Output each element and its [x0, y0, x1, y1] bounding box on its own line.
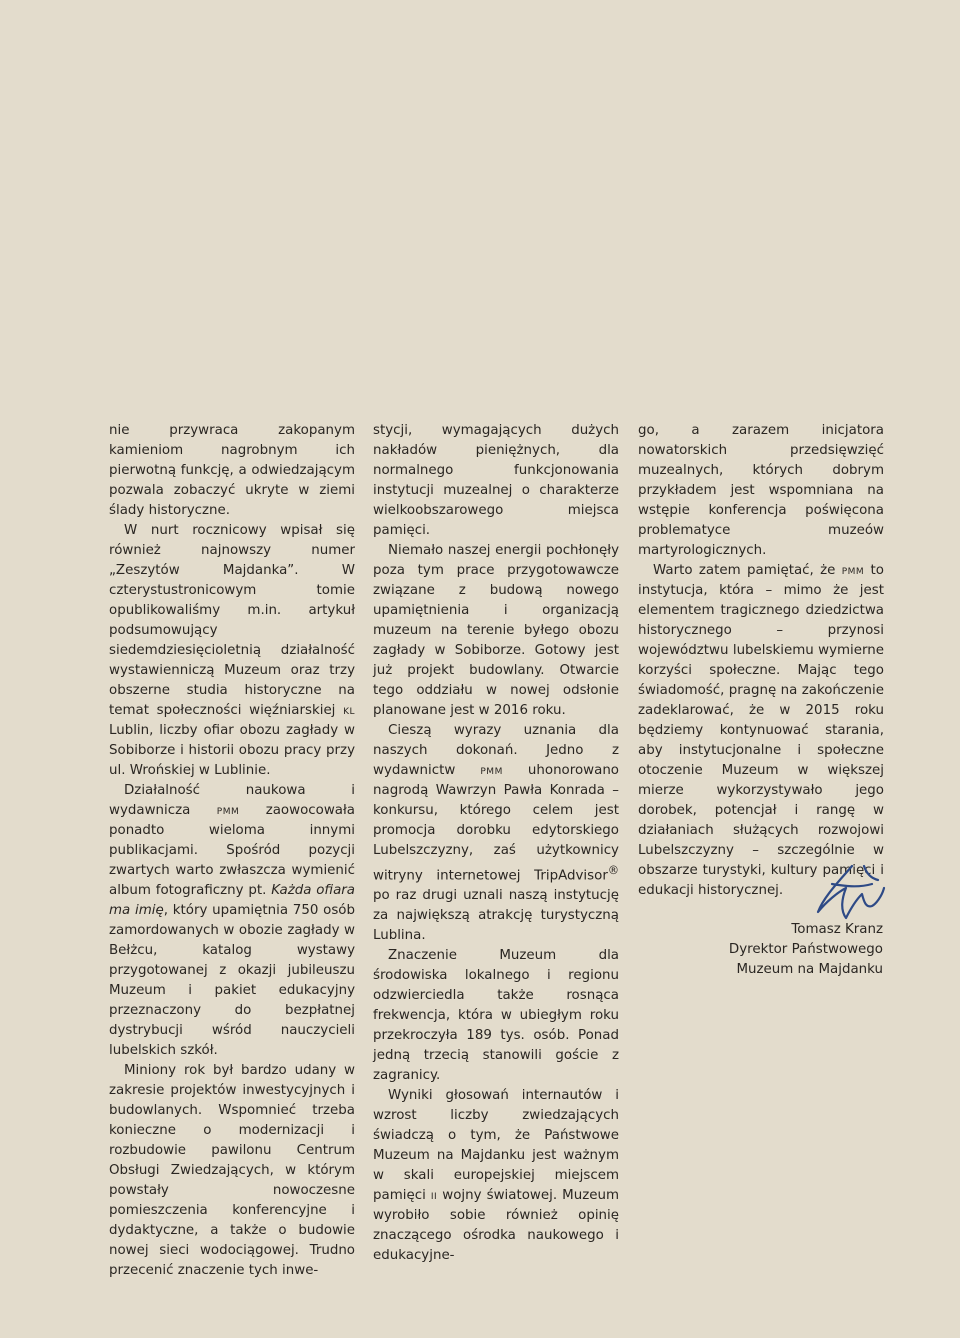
handwritten-signature-icon: [812, 862, 886, 922]
text-column-1: [109, 421, 355, 1281]
paragraph: stycji, wymagających dużych nakładów pieniężnych, dla normalnego funkcjonowania instytucji muzealnej o charakterze wielkoobszarowego miejsca pamięci.: [373, 423, 619, 538]
text-column-2: [373, 421, 619, 1266]
registered-mark: ®: [607, 864, 619, 877]
paragraph: go, a zarazem inicjatora nowatorskich przedsięwzięć muzealnych, których dobrym przykładem jest wspomniana na wstępie konferencja poświęcona problematyce muzeów martyrologicznych.: [638, 423, 884, 558]
book-title: Każda ofiara ma imię: [109, 883, 355, 918]
paragraph: Działalność naukowa i wydawnicza pmm zaowocowała ponadto wieloma innymi publikacjami. Spośród pozycji zwartych warto zwłaszcza wymienić album fotograficzny pt. Każda ofiara ma imię, który upamiętnia 750 osób zamordowanych w obozie zagłady w Bełżcu, katalog wystawy przygotowanej z okazji jubileuszu Muzeum i pakiet edukacyjny przeznaczony do bezpłatnej dystrybucji wśród nauczycieli lubelskich szkół.: [109, 783, 355, 1058]
paragraph: Znaczenie Muzeum dla środowiska lokalnego i regionu odzwierciedla także rosnąca frekwencja, która w ubiegłym roku przekroczyła 189 tys. osób. Ponad jedną trzecią stanowili goście z zagranicy.: [373, 948, 619, 1084]
roman-numeral: ii: [430, 1188, 438, 1204]
paragraph: Wyniki głosowań internautów i wzrost liczby zwiedzających świadczą o tym, że Państwowe Muzeum na Majdanku jest ważnym w skali europejskiej miejscem pamięci ii wojny światowej. Muzeum wyrobiło sobie również opinię znaczącego ośrodka naukowego i edukacyjne-: [373, 1088, 619, 1264]
signatory-title: Dyrektor Państwowego: [728, 942, 883, 957]
paragraph: W nurt rocznicowy wpisał się również najnowszy numer „Zeszytów Majdanka”. W czterystustronicowym tomie opublikowaliśmy m.in. artykuł podsumowujący siedemdziesięcioletnią działalność wystawienniczą Muzeum oraz trzy obszerne studia historyczne na temat społeczności więźniarskiej kl Lublin, liczby ofiar obozu zagłady w Sobiborze i historii obozu pracy przy ul. Wrońskiej w Lublinie.: [109, 523, 355, 778]
signatory-institution: Muzeum na Majdanku: [736, 962, 883, 977]
text-column-3: [638, 421, 884, 901]
paragraph: Warto zatem pamiętać, że pmm to instytucja, która – mimo że jest elementem tragicznego dziedzictwa historycznego – przynosi województwu lubelskiemu wymierne korzyści społeczne. Mając tego świadomość, pragnę na zakończenie zadeklarować, że w 2015 roku będziemy kontynuować starania, aby instytucjonalne i społeczne otoczenie Muzeum w większej mierze wykorzystywało jego dorobek, potencjał i rangę w działaniach służących rozwojowi Lubelszczyzny – szczególnie w obszarze turystyki, kultury pamięci i edukacji historycznej.: [638, 563, 884, 898]
signature-block: [700, 920, 883, 980]
abbreviation-kl: kl: [343, 703, 355, 718]
paragraph: Niemało naszej energii pochłonęły poza tym prace przygotowawcze związane z budową nowego upamiętnienia i organizacją muzeum na terenie byłego obozu zagłady w Sobiborze. Gotowy jest już projekt budowlany. Otwarcie tego oddziału w nowej odsłonie planowane jest w 2016 roku.: [373, 543, 619, 718]
abbreviation-pmm: pmm: [480, 763, 503, 778]
paragraph: Cieszą wyrazy uznania dla naszych dokonań. Jedno z wydawnictw pmm uhonorowano nagrodą Wawrzyn Pawła Konrada – konkursu, którego celem jest promocja dorobku edytorskiego Lubelszczyzny, zaś użytkownicy witryny internetowej TripAdvisor® po raz drugi uznali naszą instytucję za największą atrakcję turystyczną Lublina.: [373, 723, 619, 944]
abbreviation-pmm: pmm: [216, 803, 240, 818]
paragraph: Miniony rok był bardzo udany w zakresie projektów inwestycyjnych i budowlanych. Wspomnieć trzeba konieczne o modernizacji i rozbudowie pawilonu Centrum Obsługi Zwiedzających, w którym powstały nowoczesne pomieszczenia konferencyjne i dydaktyczne, a także o budowie nowej sieci wodociągowej. Trudno przecenić znaczenie tych inwe-: [109, 1063, 355, 1278]
signatory-name: Tomasz Kranz: [791, 922, 883, 937]
paragraph: nie przywraca zakopanym kamieniom nagrobnym ich pierwotną funkcję, a odwiedzającym pozwala zobaczyć ukryte w ziemi ślady historyczne.: [109, 423, 355, 518]
abbreviation-pmm: pmm: [841, 563, 865, 578]
